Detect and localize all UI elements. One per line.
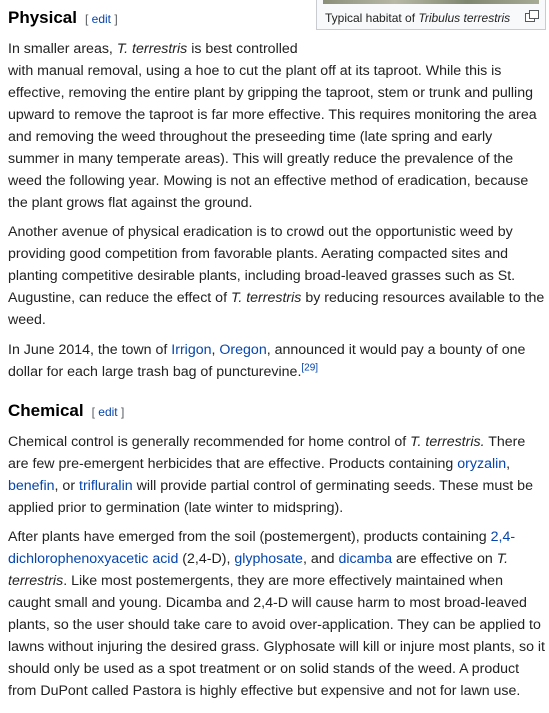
physical-paragraph-3: [8, 339, 546, 383]
text-span: ,: [506, 456, 511, 472]
text-span: (2,4-D),: [178, 551, 235, 567]
reference-link-29[interactable]: [29]: [301, 362, 319, 374]
edit-bracket-close: ]: [111, 12, 118, 26]
edit-bracket-close: ]: [117, 405, 125, 419]
caption-prefix: Typical habitat of: [325, 11, 419, 25]
link-irrigon[interactable]: Irrigon: [171, 342, 212, 358]
image-thumbnail: [316, 0, 546, 30]
text-span: In June 2014, the town of: [8, 342, 172, 358]
text-span: Another avenue of physical eradication is to crowd out the opportunistic weed by providing good competition from favorable plants. Aerating compacted sites and planting competitive desirable plants, including broad-leaved grasses such as St. Augustine, can reduce the effect of: [8, 224, 516, 306]
edit-section-chemical: [92, 405, 125, 419]
chemical-paragraph-2: [8, 526, 546, 702]
text-span: will provide partial control of germinating seeds. These must be applied prior to germination (late winter to midspring).: [8, 478, 533, 516]
link-glyphosate[interactable]: glyphosate: [234, 551, 303, 567]
text-span: is best controlled: [187, 41, 298, 57]
link-oryzalin[interactable]: oryzalin: [457, 456, 507, 472]
text-span: , or: [54, 478, 79, 494]
text-span: ,: [211, 342, 220, 358]
edit-link-physical[interactable]: edit: [91, 12, 112, 26]
text-span: After plants have emerged from the soil (postemergent), products containing: [8, 529, 491, 545]
link-trifluralin[interactable]: trifluralin: [79, 478, 133, 494]
physical-heading-text: Physical: [8, 8, 77, 27]
edit-bracket-open: [: [91, 405, 99, 419]
link-dicamba[interactable]: dicamba: [338, 551, 393, 567]
section-heading-chemical: [8, 400, 124, 423]
physical-paragraph-2: [8, 221, 546, 331]
caption-species: Tribulus terrestris: [418, 11, 511, 25]
habitat-image[interactable]: [323, 0, 539, 4]
edit-section-physical: [85, 12, 118, 26]
text-span: with manual removal, using a hoe to cut the plant off at its taproot. While this is effective, removing the entire plant by gripping the taproot, stem or trunk and pulling upward to remove the taproot is far more effective. This requires monitoring the area and removing the weed throughout the preseeding time (late spring and early summer in many temperate areas). This will greatly reduce the prevalence of the weed the following year. Mowing is not an effective method of eradication, because the plant grows flat against the ground.: [8, 63, 537, 211]
text-span: by reducing resources available to the weed.: [8, 290, 545, 328]
text-span: In smaller areas,: [8, 41, 117, 57]
text-span: are effective on: [392, 551, 497, 567]
thumbnail-caption: [325, 11, 510, 25]
species-name: T. terrestris: [116, 41, 188, 57]
text-span: , and: [302, 551, 339, 567]
enlarge-icon[interactable]: [525, 10, 539, 22]
text-span: . Like most postemergents, they are more effectively maintained when caught small and young. Dicamba and 2,4-D will cause harm to most broad-leaved plants, so the user should take care to avoid over-application. They can be applied to lawns without injuring the desired grass. Glyphosate will kill or injure most plants, so it should only be used as a spot treatment or on solid stands of the weed. A product from DuPont called Pastora is highly effective but expensive and not for lawn use.: [8, 573, 545, 699]
chemical-heading-text: Chemical: [8, 401, 84, 420]
species-name: T. terrestris: [8, 551, 509, 589]
text-span: , announced it would pay a bounty of one dollar for each large trash bag of puncturevine.: [8, 342, 526, 380]
text-span: There are few pre-emergent herbicides that are effective. Products containing: [8, 434, 526, 472]
section-heading-physical: [8, 7, 118, 30]
species-name: T. terrestris: [230, 290, 302, 306]
edit-link-chemical[interactable]: edit: [98, 405, 118, 419]
link-24d[interactable]: 2,4-dichlorophenoxyacetic acid: [8, 529, 516, 567]
edit-bracket-open: [: [85, 12, 92, 26]
chemical-paragraph-1: [8, 431, 546, 519]
species-name: T. terrestris.: [410, 434, 485, 450]
link-benefin[interactable]: benefin: [8, 478, 55, 494]
link-oregon[interactable]: Oregon: [219, 342, 267, 358]
physical-paragraph-1: [8, 38, 546, 214]
text-span: Chemical control is generally recommended for home control of: [8, 434, 411, 450]
